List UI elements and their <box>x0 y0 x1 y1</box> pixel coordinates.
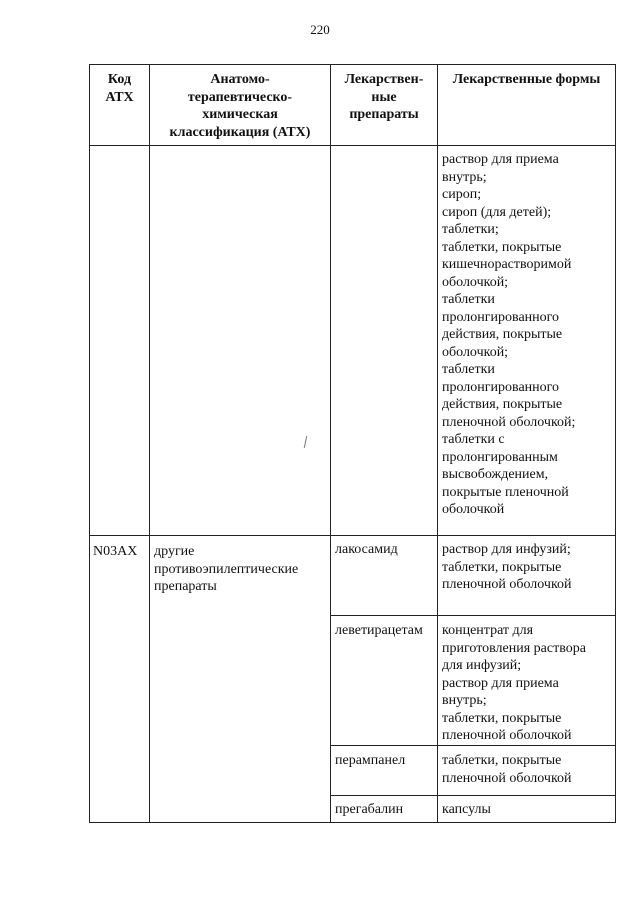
header-forms: Лекарственные формы <box>452 72 601 87</box>
table-border-right <box>615 64 616 823</box>
drug-name: лакосамид <box>335 542 398 557</box>
subrow-divider <box>330 795 616 796</box>
drug-forms: концентрат для приготовления раствора для инфузий; раствор для приема внутрь; таблетки, покрытые пленочной оболочкой <box>442 623 586 743</box>
row-divider <box>89 535 616 536</box>
drug-forms: капсулы <box>442 802 491 817</box>
column-divider <box>330 64 331 823</box>
header-divider <box>89 145 616 146</box>
table-border-bottom <box>89 822 616 823</box>
column-divider <box>149 64 150 823</box>
subrow-divider <box>330 745 616 746</box>
drug-forms: раствор для инфузий; таблетки, покрытые пленочной оболочкой <box>442 542 572 592</box>
atc-classification: другие противоэпилептические препараты <box>154 544 299 594</box>
header-code: Код АТХ <box>105 72 134 105</box>
subrow-divider <box>330 615 616 616</box>
column-divider <box>437 64 438 823</box>
header-drugs: Лекарствен- ные препараты <box>344 72 424 122</box>
page-number: 220 <box>310 22 330 37</box>
drug-name: леветирацетам <box>335 623 423 638</box>
drug-name: прегабалин <box>335 802 404 817</box>
drug-name: перампанел <box>335 753 406 768</box>
header-classification: Анатомо- терапевтическо- химическая классификация (АТХ) <box>169 72 311 140</box>
drug-forms: таблетки, покрытые пленочной оболочкой <box>442 753 572 786</box>
table-border-left <box>89 64 90 823</box>
stray-mark <box>304 436 307 448</box>
atc-code: N03AX <box>93 544 138 559</box>
continuation-forms: раствор для приема внутрь; сироп; сироп (для детей); таблетки; таблетки, покрытые кишечнорастворимой оболочкой; таблетки пролонгированного действия, покрытые оболочкой; таблетки пролонгированного действия, покрытые пленочной оболочкой; таблетки с пролонгированным высвобождением, покрытые пленочной оболочкой <box>442 152 576 517</box>
table-border-top <box>89 64 616 65</box>
